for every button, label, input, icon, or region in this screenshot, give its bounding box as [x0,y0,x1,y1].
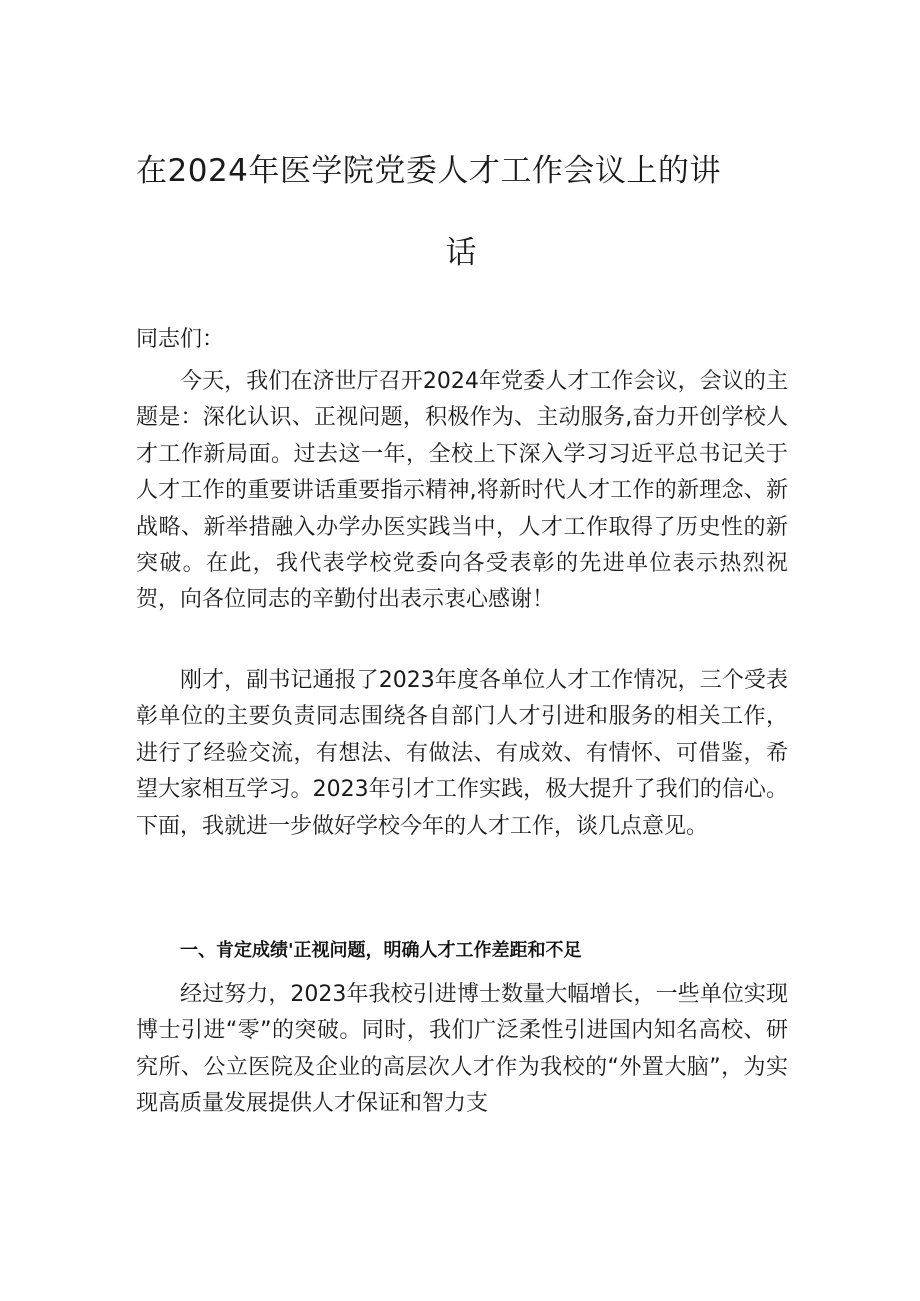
document-title-continuation: 话 [445,235,477,271]
document-title: 在2024年医学院党委人才工作会议上的讲 [136,153,721,189]
paragraph: 今天，我们在济世厅召开2024年党委人才工作会议，会议的主题是：深化认识、正视问题，积极作为、主动服务,奋力开创学校人才工作新局面。过去这一年，全校上下深入学习习近平总书记关于人才工作的重要讲话重要指示精神,将新时代人才工作的新理念、新战略、新举措融入办学办医实践当中，人才工作取得了历史性的新突破。在此，我代表学校党委向各受表彰的先进单位表示热烈祝贺，向各位同志的辛勤付出表示衷心感谢！ [136,369,788,613]
section-paragraph: 经过努力，2023年我校引进博士数量大幅增长，一些单位实现博士引进“零”的突破。同时，我们广泛柔性引进国内知名高校、研究所、公立医院及企业的高层次人才作为我校的“外置大脑”，为实现高质量发展提供人才保证和智力支 [136,982,788,1117]
section-heading: 一、肯定成绩'正视问题，明确人才工作差距和不足 [180,940,582,961]
salutation: 同志们： [136,327,225,352]
paragraph: 刚才，副书记通报了2023年度各单位人才工作情况，三个受表彰单位的主要负责同志围绕各自部门人才引进和服务的相关工作，进行了经验交流，有想法、有做法、有成效、有情怀、可借鉴，希望大家相互学习。2023年引才工作实践，极大提升了我们的信心。下面，我就进一步做好学校今年的人才工作，谈几点意见。 [136,668,788,839]
